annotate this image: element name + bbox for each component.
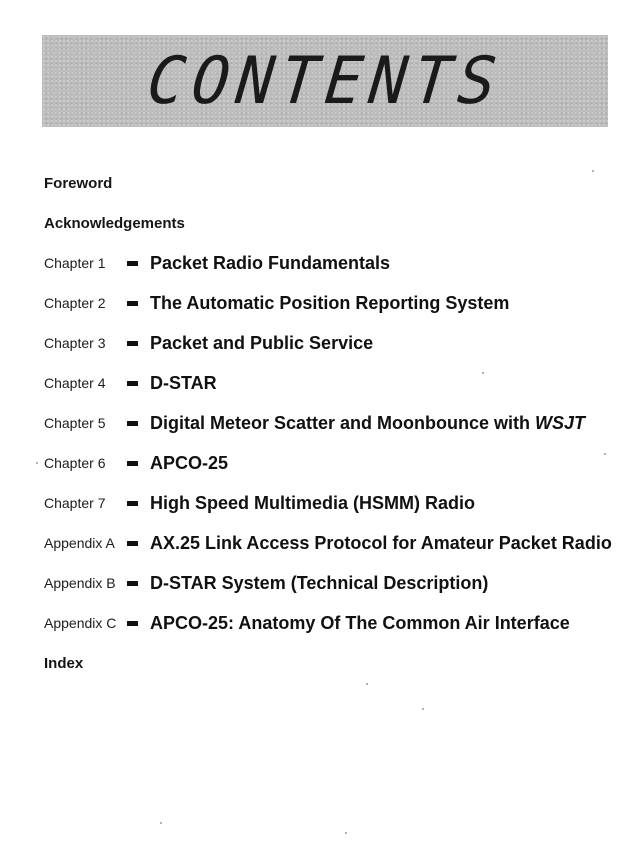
toc-entry-appendix-c[interactable] (44, 610, 570, 636)
scan-speck (36, 462, 38, 464)
bullet-bar-icon (127, 501, 138, 506)
toc-entry-title-emphasis: WSJT (535, 412, 586, 433)
scan-speck (366, 683, 368, 685)
toc-entry-title: APCO-25 (150, 452, 229, 473)
bullet-bar-icon (127, 301, 138, 306)
toc-entry-chapter-5[interactable] (44, 410, 585, 436)
bullet-bar-icon (127, 541, 138, 546)
toc-entry-title: High Speed Multimedia (HSMM) Radio (150, 492, 476, 513)
bullet-bar-icon (127, 621, 138, 626)
toc-entry-text: Acknowledgements (44, 214, 185, 232)
bullet-bar-icon (127, 421, 138, 426)
toc-entry-title: D-STAR (150, 372, 217, 393)
toc-entry-label: Chapter 4 (44, 375, 106, 391)
toc-entry-label: Appendix C (44, 615, 117, 631)
scan-speck (345, 832, 347, 834)
toc-entry-text: Foreword (44, 174, 113, 192)
toc-entry-appendix-b[interactable] (44, 570, 488, 596)
toc-entry-title: Packet Radio Fundamentals (150, 252, 391, 273)
toc-entry-title (150, 413, 585, 434)
toc-entry-chapter-2[interactable] (44, 290, 509, 316)
scan-speck (160, 822, 162, 824)
toc-entry-title: Packet and Public Service (150, 332, 374, 353)
toc-entry-title: D-STAR System (Technical Description) (150, 572, 489, 593)
toc-entry-label: Appendix A (44, 535, 115, 551)
toc-entry-text: Index (44, 654, 84, 672)
toc-entry-chapter-1[interactable] (44, 250, 390, 276)
scan-speck (604, 453, 606, 455)
scan-speck (482, 372, 484, 374)
toc-entry-title: AX.25 Link Access Protocol for Amateur Packet Radio (150, 532, 612, 553)
bullet-bar-icon (127, 261, 138, 266)
toc-entry-title-text: Digital Meteor Scatter and Moonbounce with (150, 412, 536, 433)
toc-entry-label: Chapter 6 (44, 455, 106, 471)
page-title: CONTENTS (143, 42, 507, 119)
toc-entry-label: Chapter 5 (44, 415, 106, 431)
toc-entry-chapter-6[interactable] (44, 450, 228, 476)
bullet-bar-icon (127, 381, 138, 386)
toc-entry-index[interactable] (44, 650, 83, 676)
toc-entry-label: Chapter 3 (44, 335, 106, 351)
toc-entry-title: The Automatic Position Reporting System (150, 292, 510, 313)
toc-entry-chapter-4[interactable] (44, 370, 217, 396)
bullet-bar-icon (127, 581, 138, 586)
toc-entry-title: APCO-25: Anatomy Of The Common Air Interface (150, 612, 570, 633)
toc-entry-label: Appendix B (44, 575, 116, 591)
toc-entry-chapter-7[interactable] (44, 490, 475, 516)
toc-entry-label: Chapter 2 (44, 295, 106, 311)
toc-entry-acknowledgements[interactable] (44, 210, 185, 236)
toc-entry-label: Chapter 7 (44, 495, 106, 511)
bullet-bar-icon (127, 461, 138, 466)
toc-entry-foreword[interactable] (44, 170, 112, 196)
scan-speck (592, 170, 594, 172)
toc-entry-chapter-3[interactable] (44, 330, 373, 356)
scan-speck (422, 708, 424, 710)
toc-entry-label: Chapter 1 (44, 255, 106, 271)
bullet-bar-icon (127, 341, 138, 346)
toc-entry-appendix-a[interactable] (44, 530, 612, 556)
